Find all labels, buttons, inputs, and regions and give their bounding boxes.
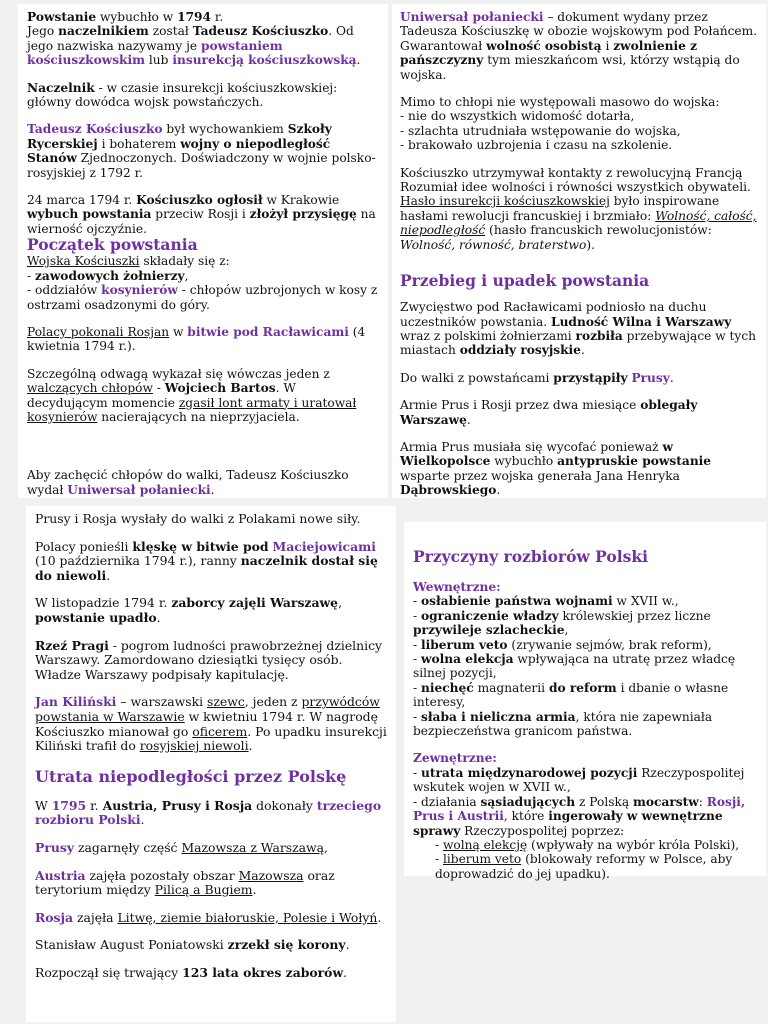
text: -	[413, 709, 421, 724]
text: .	[156, 609, 161, 625]
text: Austria, Prusy i Rosja	[102, 797, 253, 813]
text: sąsiadujących	[480, 794, 576, 809]
text: słaba i nieliczna armia	[421, 709, 576, 724]
text: . W decydującym momencie	[27, 381, 296, 410]
text: Polacy ponieśli	[35, 538, 133, 554]
text: wybuchło	[490, 454, 558, 469]
text: - w czasie insurekcji kościuszkowskiej: główny dowódca wojsk powstańczych.	[27, 80, 338, 110]
text: liberum veto	[421, 637, 508, 652]
text: 123 lata okres zaborów	[182, 964, 344, 980]
text: ingerowały w wewnętrzne sprawy	[413, 809, 723, 838]
subheading-zewnetrzne: Zewnętrzne:	[413, 751, 497, 766]
text: .	[496, 483, 501, 498]
text: -	[413, 594, 421, 609]
paragraph-prusy-zabor	[35, 841, 387, 856]
panel-uniwersal	[392, 4, 766, 498]
text: zagarnęły część	[74, 839, 182, 855]
text: został	[148, 24, 193, 39]
text: liberum veto	[443, 852, 522, 867]
paragraph-rosja-zabor	[35, 911, 387, 926]
text: .	[356, 53, 361, 68]
text: z Polską	[575, 794, 633, 809]
text: było inspirowane hasłami rewolucji francuskiej i brzmiało:	[400, 194, 720, 223]
text: Mimo to chłopi nie występowali masowo do wojska:	[400, 95, 720, 110]
text: Powstanie	[27, 10, 97, 24]
text: królewskiej przez liczne	[558, 608, 711, 623]
text: -	[152, 381, 165, 396]
text: powstanie upadło	[35, 609, 157, 625]
heading-przebieg: Przebieg i upadek powstania	[400, 271, 650, 291]
text: zrzekł się korony	[227, 937, 346, 953]
text: walczących chłopów	[27, 381, 153, 396]
text: , jeden z	[244, 694, 302, 710]
text: Rozpoczął się trwający	[35, 964, 183, 980]
text: złożył przysięgę	[249, 207, 357, 222]
paragraph-bartos	[27, 367, 379, 425]
paragraph-uniwersal-lead	[27, 468, 379, 497]
text: niechęć	[421, 680, 474, 695]
text: wybuch powstania	[27, 207, 152, 222]
paragraph-warszawa	[35, 596, 387, 625]
text: w XVII w.,	[612, 594, 679, 609]
text: Prusy	[35, 839, 75, 855]
text: powstaniem kościuszkowskim	[27, 38, 283, 68]
text: wraz z polskimi żołnierzami	[400, 328, 576, 343]
text: Rzeczypospolitej poprzez:	[460, 823, 625, 838]
text: .	[580, 343, 585, 358]
text: . Po upadku insurekcji Kiliński trafił do	[35, 723, 387, 754]
text: .	[377, 909, 382, 925]
list-item: - brakowało uzbrojenia i czasu na szkolenie.	[400, 138, 673, 153]
text: – dokument wydany przez Tadeusza Kościuszkę w obozie wojskowym pod Połańcem. Gwarantował	[400, 10, 758, 53]
paragraph-wojska	[27, 254, 379, 312]
text: był wychowankiem	[162, 122, 288, 137]
text: -	[435, 837, 443, 852]
text: (blokowały reformy w Polsce, aby doprowadzić do jej upadku).	[435, 852, 733, 881]
paragraph-kosciuszko	[27, 122, 379, 180]
text: klęskę w bitwie pod	[132, 538, 269, 554]
text: tym mieszkańcom wsi, którzy wstąpią do wojska.	[400, 53, 740, 82]
text: (wpływały na wybór króla Polski),	[527, 837, 740, 852]
text: wolną elekcję	[443, 837, 528, 852]
text: zaborcy zajęli Warszawę	[171, 595, 339, 611]
text: - oddziałów	[27, 283, 102, 298]
text: Austria	[35, 867, 86, 883]
paragraph-intro	[27, 10, 379, 68]
text: W	[35, 797, 52, 813]
text: dokonały	[252, 797, 317, 813]
text: Rzeczypospolitej wskutek wojen w XVII w.,	[413, 765, 745, 795]
text: .	[466, 412, 471, 427]
paragraph-haslo	[400, 166, 758, 252]
text: .	[252, 882, 257, 898]
text: 1794	[177, 10, 212, 24]
text: zajęła pozostały obszar	[85, 867, 239, 883]
text: przystąpiły	[553, 370, 628, 385]
text: .	[343, 964, 348, 980]
text: Mazowsza z Warszawą	[181, 839, 325, 855]
panel-powstanie	[18, 4, 388, 498]
text: Mazowsza	[238, 867, 304, 883]
paragraph-austria-zabor	[35, 869, 387, 898]
text: Stanisław August Poniatowski	[35, 937, 228, 953]
subheading-wewnetrzne: Wewnętrzne:	[413, 580, 501, 594]
text: Rzeź Pragi	[35, 637, 109, 653]
list-item: - nie do wszystkich widomość dotarła,	[400, 109, 635, 124]
text: osłabienie państwa wojnami	[421, 594, 613, 609]
text: wolna elekcja	[421, 652, 514, 667]
text: -	[413, 652, 421, 667]
text: Zjednoczonych. Doświadczony w wojnie polsko-rosyjskiej z 1792 r.	[27, 151, 376, 180]
text: Do walki z powstańcami	[400, 370, 554, 385]
paragraph-poniatowski	[35, 938, 387, 953]
list-item: - szlachta utrudniała wstępowanie do wojska,	[400, 123, 681, 138]
text: -	[413, 765, 421, 780]
text: Jan Kiliński	[35, 694, 117, 710]
text: wojny o niepodległość Stanów	[27, 136, 331, 166]
text: Kościuszko ogłosił	[136, 193, 263, 208]
heading-poczatek: Początek powstania	[27, 235, 198, 255]
text: wpływająca na utratę przez władcę silnej pozycji,	[413, 652, 736, 681]
text: Tadeusz Kościuszko	[27, 122, 163, 137]
paragraph-rzez-pragi	[35, 639, 387, 683]
text: ,	[184, 268, 189, 283]
text: . Od jego nazwiska nazywamy je	[27, 24, 354, 53]
text: Wolność, równość, braterstwo	[400, 237, 587, 252]
text: - pogrom ludności prawobrzeżnej dzielnicy Warszawy. Zamordowano dziesiątki tysięcy osób. Władze Warszawy podpisały kapitulację.	[35, 637, 383, 682]
text: Maciejowicami	[272, 538, 376, 554]
text: 1795	[51, 797, 87, 813]
paragraph-prusy	[400, 371, 758, 385]
paragraph-rozbior	[35, 799, 387, 828]
text: ,	[338, 595, 343, 611]
text: mocarstw	[633, 794, 699, 809]
paragraph-uniwersal	[400, 10, 758, 82]
text: zgasił lont armaty i uratował kosynierów	[27, 395, 357, 424]
text: zajęła	[73, 909, 118, 925]
text: rosyjskiej niewoli	[139, 738, 249, 754]
text: przebywające w tych miastach	[400, 328, 756, 358]
text: ).	[586, 237, 595, 252]
text: Uniwersał połaniecki	[400, 10, 544, 24]
text: , która nie zapewniała bezpieczeństwa granicom państwa.	[413, 709, 713, 739]
text: Jego	[27, 24, 59, 39]
text: Uniwersał połaniecki	[67, 482, 211, 497]
text: przeciw Rosji i	[151, 207, 250, 222]
text: Litwę, ziemie białoruskie, Polesie i Wołyń	[117, 909, 378, 925]
text: r.	[211, 10, 224, 24]
text: -	[435, 852, 443, 867]
text: Prusy i Rosja wysłały do walki z Polakami nowe siły.	[35, 511, 361, 526]
text: -	[27, 268, 35, 283]
text: r.	[86, 797, 103, 813]
text: do reform	[548, 680, 617, 695]
text: Ludność Wilna i Warszawy	[551, 314, 732, 329]
text: .	[140, 812, 145, 828]
text: składały się z:	[139, 254, 230, 269]
text: Polacy pokonali Rosjan	[27, 324, 170, 339]
paragraph-oath	[27, 193, 379, 236]
text: naczelnikiem	[58, 24, 149, 39]
text: - działania	[413, 794, 481, 809]
text: :	[698, 794, 707, 809]
text: antypruskie powstanie	[557, 454, 712, 469]
text: zawodowych żołnierzy	[35, 268, 185, 283]
text: W listopadzie 1794 r.	[35, 595, 172, 611]
paragraph-oblezenie	[400, 398, 758, 427]
paragraph-wielkopolska	[400, 440, 758, 498]
text: na wierność ojczyźnie.	[27, 207, 376, 236]
text: Dąbrowskiego	[400, 483, 497, 498]
text: przywódców powstania w Warszawie	[35, 694, 380, 724]
text: w kwietniu 1794 r. W nagrodę Kościuszko mianował go	[35, 708, 378, 739]
text: oblegały Warszawę	[400, 398, 698, 427]
heading-utrata: Utrata niepodległości przez Polskę	[35, 766, 347, 786]
text: Kościuszko utrzymywał kontakty z rewolucyjną Francją Rozumiał idee wolności i równości wszystkich obywateli.	[400, 165, 751, 195]
text: w Krakowie	[262, 193, 340, 208]
text: magnaterii	[473, 680, 549, 695]
text: wsparte przez wojska generała Jana Henryka	[400, 468, 680, 483]
text: Aby zachęcić chłopów do walki, Tadeusz Kościuszko wydał	[27, 468, 349, 497]
text: -	[413, 608, 421, 623]
text: ,	[564, 623, 569, 638]
text: oraz terytorium między	[35, 867, 335, 898]
text: insurekcją kościuszkowską	[172, 53, 357, 68]
text: naczelnik dostał się do niewoli	[35, 553, 378, 583]
text: -	[413, 637, 421, 652]
text: w	[169, 324, 188, 339]
heading-przyczyny: Przyczyny rozbiorów Polski	[413, 547, 648, 566]
text: Naczelnik	[27, 80, 95, 95]
text: trzeciego rozbioru Polski	[35, 797, 382, 828]
text: (4 kwietnia 1794 r.).	[27, 324, 366, 354]
text: .	[345, 937, 350, 953]
text: – warszawski	[116, 694, 208, 710]
text: .	[106, 567, 111, 583]
text: .	[248, 738, 253, 754]
text: Szczególną odwagą wykazał się wówczas jeden z	[27, 366, 330, 381]
text: utrata międzynarodowej pozycji	[421, 765, 638, 780]
text: Hasło insurekcji kościuszkowskiej	[400, 194, 610, 209]
text: Armia Prus musiała się wycofać ponieważ	[400, 439, 663, 454]
list-wewnetrzne	[413, 580, 757, 738]
text: i	[601, 38, 614, 53]
text: Tadeusz Kościuszko	[192, 24, 329, 39]
text: Pilicą a Bugiem	[154, 882, 253, 898]
text: (hasło francuskich rewolucjonistów:	[485, 223, 712, 238]
text: Zwycięstwo pod Racławicami podniosło na duchu uczestników powstania.	[400, 300, 707, 329]
paragraph-chlopi	[400, 95, 758, 153]
text: oficerem	[192, 723, 248, 739]
text: Wolność, całość, niepodległość	[400, 208, 757, 238]
text: szewc	[207, 694, 245, 710]
paragraph-kilinski	[35, 695, 387, 753]
text: Prusy	[631, 370, 670, 385]
text: Armie Prus i Rosji przez dwa miesiące	[400, 398, 641, 413]
text: Wojska Kościuszki	[27, 254, 140, 269]
panel-przyczyny	[404, 522, 766, 881]
text: ograniczenie władzy	[421, 608, 559, 623]
paragraph-maciejowice	[35, 540, 387, 584]
list-ingerencja	[413, 838, 757, 881]
text: Szkoły Rycerskiej	[27, 122, 332, 151]
text: nacierających na nieprzyjaciela.	[97, 409, 300, 424]
text: , które	[503, 809, 549, 824]
paragraph-raclawice	[27, 325, 379, 354]
text: rozbiła	[575, 328, 623, 343]
panel-upadek	[26, 506, 396, 1022]
text: oddziały rosyjskie	[459, 343, 581, 358]
text: bitwie pod Racławicami	[187, 324, 349, 339]
text: Wojciech Bartos	[164, 381, 276, 396]
text: wolność osobistą	[486, 38, 602, 53]
text: .	[669, 370, 674, 385]
text: .	[210, 482, 215, 497]
text: wybuchło w	[96, 10, 178, 24]
text: Rosja	[35, 909, 74, 925]
text: -	[413, 680, 421, 695]
list-zewnetrzne	[413, 751, 757, 837]
text: lub	[145, 53, 173, 68]
text: i dbanie o własne interesy,	[413, 680, 729, 710]
paragraph-zwyciestwo	[400, 300, 758, 358]
text: 24 marca 1794 r.	[27, 193, 137, 208]
paragraph-naczelnik	[27, 81, 379, 110]
text: (zrywanie sejmów, brak reform),	[507, 637, 712, 652]
text: Rosji, Prus i Austrii	[413, 794, 746, 824]
paragraph-zabory	[35, 966, 387, 981]
text: ,	[324, 839, 328, 855]
text: (10 października 1794 r.), ranny	[35, 553, 241, 569]
text: i bohaterem	[97, 136, 181, 151]
paragraph-nowe-sily	[35, 512, 387, 527]
text: kosynierów	[101, 283, 178, 298]
text: zwolnienie z pańszczyzny	[400, 38, 698, 68]
text: - chłopów uzbrojonych w kosy z ostrzami osadzonymi do góry.	[27, 283, 378, 312]
text: w Wielkopolsce	[400, 439, 673, 469]
text: przywileje szlacheckie	[413, 623, 565, 638]
